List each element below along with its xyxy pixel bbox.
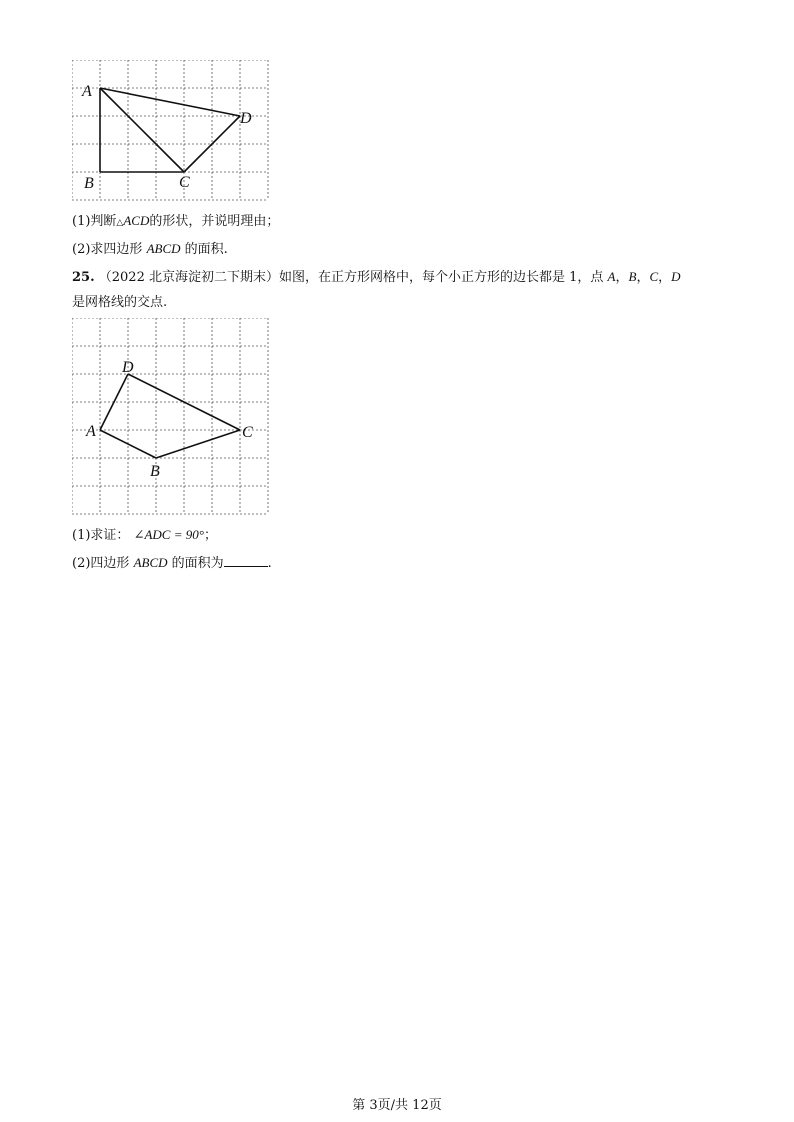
q25-part1 [72, 526, 217, 545]
q25-point-c: C [649, 269, 659, 284]
figure-1-grid [72, 60, 272, 202]
figure-2-shape [100, 374, 240, 458]
q25-part2-end: . [267, 556, 272, 571]
page-footer [0, 1094, 794, 1113]
vertex-label-c: C [242, 424, 253, 441]
q25-part1-prefix: (1)求证： [72, 528, 130, 543]
vertex-label-b: B [84, 175, 94, 192]
q25-point-b: B [628, 269, 637, 284]
q25-point-a: A [607, 269, 616, 284]
figure-1-svg [72, 60, 272, 202]
q24-part2-prefix: (2)求四边形 [72, 242, 143, 257]
q25-number: 25. [72, 270, 95, 285]
q25-part1-suffix: ； [203, 528, 217, 543]
q25-stem-line2-text: 是网格线的交点. [72, 295, 168, 310]
triangle-symbol: △ [116, 218, 124, 228]
figure-1-gridlines [72, 60, 268, 200]
figure-2-svg [72, 318, 272, 520]
q25-stem-text: 如图，在正方形网格中，每个小正方形的边长都是 1，点 [278, 270, 604, 285]
q25-stem-line2 [72, 294, 167, 312]
q25-stem-line1: 25. （2022 北京海淀初二下期末）如图，在正方形网格中，每个小正方形的边长都是 1，点 A，B，C，D [72, 269, 681, 285]
q24-part2 [72, 240, 228, 259]
q24-part2-suffix: 的面积. [184, 242, 228, 257]
vertex-label-a: A [86, 423, 96, 440]
q25-part1-formula: ∠ADC = 90° [133, 527, 204, 542]
vertex-label-b: B [150, 463, 160, 480]
vertex-label-c: C [179, 174, 190, 191]
triangle-name: ACD [123, 213, 150, 228]
q25-point-d: D [671, 269, 681, 284]
answer-blank[interactable] [224, 554, 268, 567]
q25-part2-prefix: (2)四边形 [72, 556, 130, 571]
q24-part1 [72, 212, 279, 232]
vertex-label-a: A [82, 83, 92, 100]
q24-part1-prefix: (1)判断 [72, 214, 117, 229]
q25-source: （2022 北京海淀初二下期末） [98, 270, 279, 285]
page-number: 第 3页/共 12页 [352, 1098, 442, 1113]
segment-bc [156, 430, 240, 458]
segment-da [100, 88, 240, 116]
segment-ac [100, 88, 184, 172]
figure-2-gridlines [72, 318, 268, 514]
vertex-label-d: D [240, 110, 252, 127]
q24-part1-suffix: 的形状，并说明理由； [149, 214, 280, 229]
vertex-label-d: D [122, 359, 134, 376]
figure-2-grid [72, 318, 272, 520]
q25-quad-name: ABCD [133, 555, 168, 570]
q25-part2-suffix: 的面积为 [171, 556, 224, 571]
figure-1-shape [100, 88, 240, 172]
q24-quad-name: ABCD [146, 241, 181, 256]
q25-part2 [72, 554, 272, 573]
